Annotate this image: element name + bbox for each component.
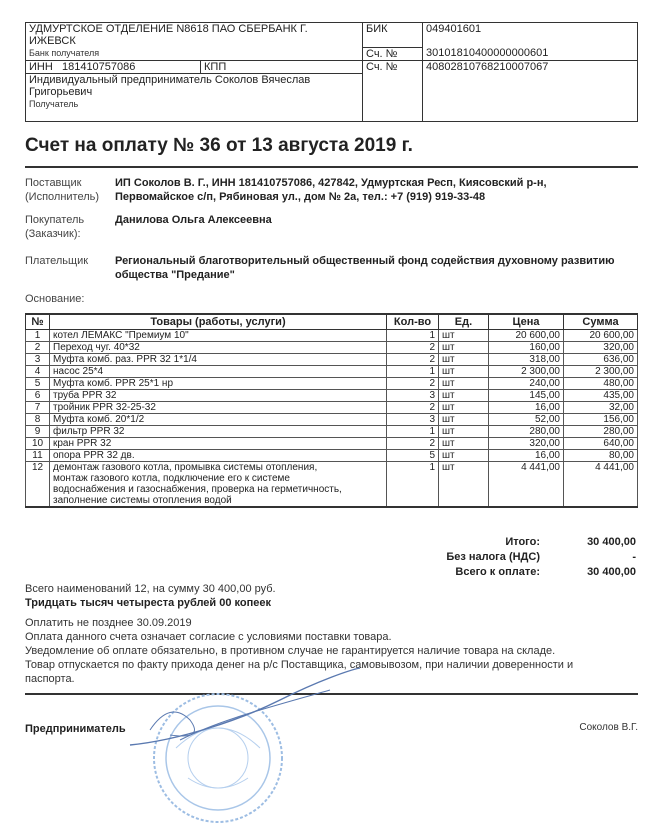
row-sum: 80,00 <box>564 450 638 462</box>
row-price: 20 600,00 <box>489 330 564 342</box>
buyer-value: Данилова Ольга Алексеевна <box>115 214 272 226</box>
row-unit: шт <box>439 330 489 342</box>
vat-value: - <box>632 551 636 563</box>
row-number: 9 <box>26 426 50 438</box>
row-qty: 2 <box>387 438 439 450</box>
row-number: 10 <box>26 438 50 450</box>
recipient-label: Получатель <box>29 98 79 109</box>
row-number: 3 <box>26 354 50 366</box>
row-qty: 1 <box>387 330 439 342</box>
row-sum: 20 600,00 <box>564 330 638 342</box>
table-row <box>26 438 638 450</box>
table-row <box>26 330 638 342</box>
row-goods: Переход чуг. 40*32 <box>50 342 387 354</box>
signature-role: Предприниматель <box>25 723 126 735</box>
row-number: 1 <box>26 330 50 342</box>
row-price: 16,00 <box>489 402 564 414</box>
row-unit: шт <box>439 390 489 402</box>
col-sum: Сумма <box>564 314 638 330</box>
row-goods: демонтаж газового котла, промывка системы отопления, монтаж газового котла, подключение его к системе водоснабжения и газоснабжения, проверка на герметичность, заполнение системы отопления водой <box>50 462 387 508</box>
signature-icon <box>120 660 370 750</box>
row-sum: 32,00 <box>564 402 638 414</box>
row-number: 8 <box>26 414 50 426</box>
items-table <box>25 313 638 508</box>
row-goods: Муфта комб. PPR 25*1 нр <box>50 378 387 390</box>
row-unit: шт <box>439 354 489 366</box>
col-number: № <box>26 314 50 330</box>
col-price: Цена <box>489 314 564 330</box>
row-unit: шт <box>439 342 489 354</box>
recipient: Индивидуальный предприниматель Соколов Вячеслав Григорьевич Получатель <box>26 73 363 121</box>
row-sum: 320,00 <box>564 342 638 354</box>
table-row <box>26 378 638 390</box>
title-divider <box>25 166 638 168</box>
row-sum: 640,00 <box>564 438 638 450</box>
bank-details-table <box>25 22 638 122</box>
row-number: 6 <box>26 390 50 402</box>
invoice-title: Счет на оплату № 36 от 13 августа 2019 г. <box>25 135 413 156</box>
table-row <box>26 414 638 426</box>
row-goods: Муфта комб. раз. PPR 32 1*1/4 <box>50 354 387 366</box>
row-sum: 156,00 <box>564 414 638 426</box>
account-label: Сч. № <box>363 60 423 121</box>
kpp-cell: КПП <box>201 60 363 73</box>
signature-name: Соколов В.Г. <box>579 722 638 733</box>
table-row <box>26 450 638 462</box>
col-qty: Кол-во <box>387 314 439 330</box>
row-unit: шт <box>439 402 489 414</box>
row-number: 12 <box>26 462 50 508</box>
row-number: 7 <box>26 402 50 414</box>
vat-label: Без налога (НДС) <box>446 551 540 563</box>
col-goods: Товары (работы, услуги) <box>50 314 387 330</box>
row-number: 2 <box>26 342 50 354</box>
row-sum: 280,00 <box>564 426 638 438</box>
row-qty: 1 <box>387 366 439 378</box>
row-sum: 4 441,00 <box>564 462 638 508</box>
row-goods: насос 25*4 <box>50 366 387 378</box>
inn-value: 181410757086 <box>61 60 136 73</box>
row-qty: 2 <box>387 354 439 366</box>
payer-value: Региональный благотворительный общественный фонд содействия духовному развитию общества "Предание" <box>115 255 615 281</box>
row-goods: фильтр PPR 32 <box>50 426 387 438</box>
row-price: 16,00 <box>489 450 564 462</box>
topay-value: 30 400,00 <box>587 566 636 578</box>
items-body <box>26 330 638 508</box>
row-goods: тройник PPR 32-25-32 <box>50 402 387 414</box>
corr-account-value: 30101810400000000601 <box>423 47 638 60</box>
row-unit: шт <box>439 414 489 426</box>
row-unit: шт <box>439 438 489 450</box>
table-row <box>26 402 638 414</box>
row-unit: шт <box>439 450 489 462</box>
row-unit: шт <box>439 426 489 438</box>
summary-line: Всего наименований 12, на сумму 30 400,00 руб. <box>25 583 276 595</box>
table-row <box>26 390 638 402</box>
row-price: 280,00 <box>489 426 564 438</box>
payer-label: Плательщик <box>25 255 89 267</box>
table-row <box>26 342 638 354</box>
total-label: Итого: <box>505 536 540 548</box>
row-unit: шт <box>439 462 489 508</box>
bik-value: 049401601 <box>423 23 638 48</box>
row-goods: опора PPR 32 дв. <box>50 450 387 462</box>
row-price: 318,00 <box>489 354 564 366</box>
row-price: 160,00 <box>489 342 564 354</box>
total-value: 30 400,00 <box>587 536 636 548</box>
row-qty: 3 <box>387 414 439 426</box>
col-unit: Ед. <box>439 314 489 330</box>
row-unit: шт <box>439 366 489 378</box>
supplier-value: ИП Соколов В. Г., ИНН 181410757086, 427842, Удмуртская Респ, Киясовский р-н, Первомайское с/п, Рябиновая ул., дом № 2а, тел.: +7 (919) 919-33-48 <box>115 177 547 203</box>
row-price: 4 441,00 <box>489 462 564 508</box>
row-sum: 480,00 <box>564 378 638 390</box>
bank-name: УДМУРТСКОЕ ОТДЕЛЕНИЕ N8618 ПАО СБЕРБАНК Г. ИЖЕВСК <box>26 23 363 48</box>
row-price: 240,00 <box>489 378 564 390</box>
row-goods: кран PPR 32 <box>50 438 387 450</box>
row-price: 52,00 <box>489 414 564 426</box>
inn-cell: ИНН 181410757086 <box>26 60 201 73</box>
row-goods: труба PPR 32 <box>50 390 387 402</box>
bik-label: БИК <box>363 23 423 48</box>
table-row <box>26 366 638 378</box>
account-value: 40802810768210007067 <box>423 60 638 121</box>
basis-label: Основание: <box>25 293 85 305</box>
row-qty: 2 <box>387 342 439 354</box>
row-goods: Муфта комб. 20*1/2 <box>50 414 387 426</box>
row-goods: котел ЛЕМАКС "Премиум 10" <box>50 330 387 342</box>
recipient-bank-label: Банк получателя <box>26 47 363 60</box>
buyer-label: Покупатель (Заказчик): <box>25 214 85 240</box>
corr-account-label: Сч. № <box>363 47 423 60</box>
row-unit: шт <box>439 378 489 390</box>
table-row <box>26 462 638 508</box>
row-sum: 435,00 <box>564 390 638 402</box>
row-number: 5 <box>26 378 50 390</box>
supplier-label: Поставщик (Исполнитель) <box>25 177 100 203</box>
table-row <box>26 426 638 438</box>
row-number: 4 <box>26 366 50 378</box>
amount-in-words: Тридцать тысяч четыреста рублей 00 копеек <box>25 597 272 609</box>
row-qty: 1 <box>387 426 439 438</box>
topay-label: Всего к оплате: <box>455 566 540 578</box>
row-qty: 2 <box>387 378 439 390</box>
row-price: 145,00 <box>489 390 564 402</box>
row-qty: 2 <box>387 402 439 414</box>
row-qty: 1 <box>387 462 439 508</box>
row-number: 11 <box>26 450 50 462</box>
row-qty: 5 <box>387 450 439 462</box>
row-sum: 636,00 <box>564 354 638 366</box>
table-row <box>26 354 638 366</box>
row-qty: 3 <box>387 390 439 402</box>
row-price: 320,00 <box>489 438 564 450</box>
row-price: 2 300,00 <box>489 366 564 378</box>
row-sum: 2 300,00 <box>564 366 638 378</box>
payment-notes: Оплатить не позднее 30.09.2019 Оплата данного счета означает согласие с условиями поставки товара. Уведомление об оплате обязательно, в противном случае не гарантируется наличие товара на складе. Товар отпускается по факту прихода денег на р/с Поставщика, самовывозом, при наличии доверенности и паспорта. <box>25 617 574 685</box>
